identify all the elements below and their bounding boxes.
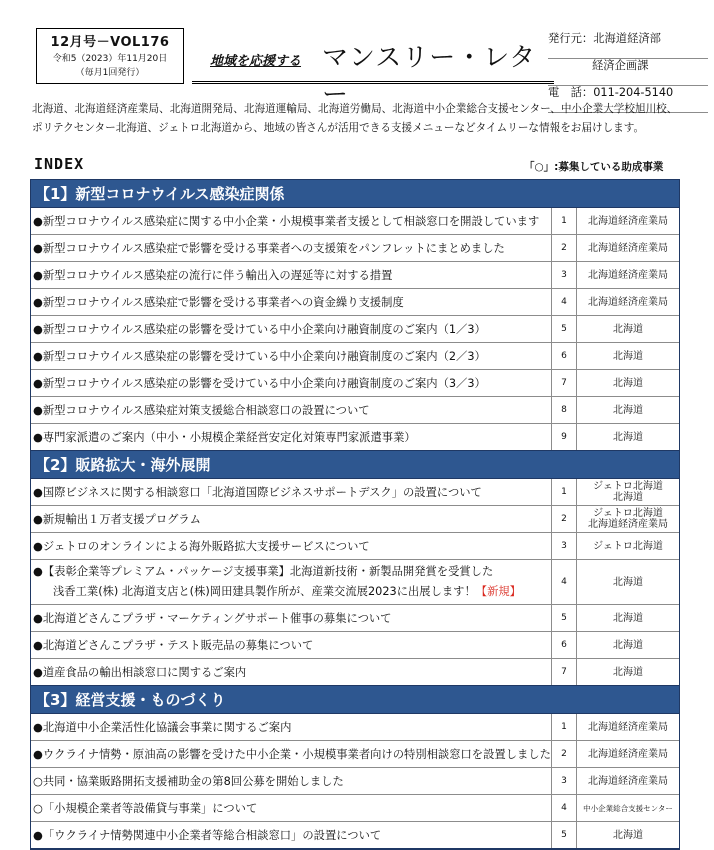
- index-row[interactable]: [31, 605, 679, 632]
- page-number: 5: [552, 316, 577, 342]
- section-heading: 【3】経営支援・ものづくり: [31, 686, 679, 714]
- organization-name: 北海道: [613, 666, 643, 678]
- page-number: 5: [552, 822, 577, 848]
- page-number: 7: [552, 659, 577, 685]
- page-number: 4: [552, 289, 577, 315]
- organization-name: ジェトロ北海道: [593, 481, 663, 492]
- article-title-text: ●新型コロナウイルス感染症対策支援総合相談窓口の設置について: [33, 404, 370, 417]
- organization: [577, 659, 679, 685]
- page-number: 2: [552, 506, 577, 532]
- page-number: 9: [552, 424, 577, 450]
- page-number: 5: [552, 605, 577, 631]
- article-title-text: ●専門家派遣のご案内（中小・小規模企業経営安定化対策専門家派遣事業）: [33, 431, 416, 444]
- article-title: [31, 262, 552, 288]
- article-title: [31, 370, 552, 396]
- page-number: 2: [552, 235, 577, 261]
- article-title: [31, 424, 552, 450]
- index-table: [30, 179, 680, 850]
- page-number: 7: [552, 370, 577, 396]
- page-number: 6: [552, 343, 577, 369]
- index-heading: INDEX: [34, 155, 85, 173]
- organization-name: 北海道経済産業局: [588, 519, 668, 530]
- index-row[interactable]: [31, 397, 679, 424]
- page-number: 4: [552, 795, 577, 821]
- article-title: [31, 343, 552, 369]
- article-title: [31, 397, 552, 423]
- article-title-continuation: 浅香工業(株) 北海道支店と(株)岡田建具製作所が、産業交流展2023に出展します！: [53, 585, 476, 598]
- index-row[interactable]: [31, 533, 679, 560]
- article-title: [31, 768, 552, 794]
- article-title-text: ●「ウクライナ情勢関連中小企業者等総合相談窓口」の設置について: [33, 829, 382, 842]
- organization: [577, 795, 679, 821]
- tagline: 地域を応援する: [210, 54, 302, 69]
- new-badge: 【新規】: [475, 585, 521, 598]
- organization: [577, 822, 679, 848]
- organization: [577, 741, 679, 767]
- article-title-text: ●新型コロナウイルス感染症の流行に伴う輸出入の遅延等に対する措置: [33, 269, 393, 282]
- page-number: 3: [552, 768, 577, 794]
- index-row[interactable]: [31, 343, 679, 370]
- organization: [577, 506, 679, 532]
- article-title-text: ●新型コロナウイルス感染症に関する中小企業・小規模事業者支援として相談窓口を開設しています: [33, 215, 540, 228]
- organization: [577, 560, 679, 604]
- organization: [577, 289, 679, 315]
- organization-name: 北海道経済産業局: [588, 269, 668, 281]
- title-area: [192, 28, 554, 110]
- article-title-line: ●【表彰企業等プレミアム・パッケージ支援事業】北海道新技術・新製品開発賞を受賞した: [33, 565, 494, 578]
- issue-date: 令和5（2023）年11月20日: [52, 54, 168, 64]
- legend-note: 「○」:募集している助成事業: [524, 161, 664, 173]
- article-title: [31, 560, 552, 604]
- page-number: 3: [552, 262, 577, 288]
- article-title: [31, 235, 552, 261]
- organization-name: 北海道: [613, 639, 643, 651]
- article-title-text: ●北海道中小企業活性化協議会事業に関するご案内: [33, 721, 292, 734]
- article-title-text: ●新規輸出１万者支援プログラム: [33, 513, 201, 526]
- organization-name: 北海道: [613, 829, 643, 841]
- article-title-text: ●ジェトロのオンラインによる海外販路拡大支援サービスについて: [33, 540, 370, 553]
- index-row[interactable]: [31, 714, 679, 741]
- organization-name: 北海道: [613, 323, 643, 335]
- organization-name: 北海道経済産業局: [588, 748, 668, 760]
- organization-name: 北海道経済産業局: [588, 242, 668, 254]
- article-title-text: ○共同・協業販路開拓支援補助金の第8回公募を開始しました: [33, 775, 344, 788]
- organization: [577, 768, 679, 794]
- organization-name: 北海道: [613, 431, 643, 443]
- organization: [577, 370, 679, 396]
- issue-box: [36, 28, 184, 84]
- article-title: [31, 741, 552, 767]
- article-title-text: ●新型コロナウイルス感染症の影響を受けている中小企業向け融資制度のご案内（1／3）: [33, 323, 486, 336]
- article-title-text: ●ウクライナ情勢・原油高の影響を受けた中小企業・小規模事業者向けの特別相談窓口を設置しました: [33, 748, 551, 761]
- publisher-line: 発行元：北海道経済部: [548, 32, 708, 59]
- organization: [577, 262, 679, 288]
- publisher-phone: 電 話：011-204-5140: [548, 86, 708, 113]
- organization-name: 北海道経済産業局: [588, 296, 668, 308]
- page-number: 2: [552, 741, 577, 767]
- organization-name: 北海道: [613, 377, 643, 389]
- index-row[interactable]: [31, 822, 679, 849]
- index-row[interactable]: [31, 316, 679, 343]
- organization: [577, 533, 679, 559]
- article-title: [31, 632, 552, 658]
- organization: [577, 235, 679, 261]
- index-row[interactable]: [31, 560, 679, 605]
- article-title: [31, 533, 552, 559]
- article-title-text: ○「小規模企業者等設備貸与事業」について: [33, 802, 258, 815]
- organization: [577, 605, 679, 631]
- page-number: 4: [552, 560, 577, 604]
- organization-name: 北海道: [613, 612, 643, 624]
- organization: [577, 397, 679, 423]
- index-row[interactable]: [31, 506, 679, 533]
- page-number: 8: [552, 397, 577, 423]
- organization: [577, 479, 679, 505]
- article-title: [31, 479, 552, 505]
- section-heading: 【2】販路拡大・海外展開: [31, 451, 679, 479]
- article-title-text: ●新型コロナウイルス感染症の影響を受けている中小企業向け融資制度のご案内（3／3）: [33, 377, 486, 390]
- index-row[interactable]: [31, 632, 679, 659]
- organization-name: ジェトロ北海道: [593, 540, 663, 552]
- page-number: 1: [552, 714, 577, 740]
- organization-name: 北海道: [613, 492, 643, 503]
- article-title-text: ●北海道どさんこプラザ・テスト販売品の募集について: [33, 639, 314, 652]
- organization-name: 中小企業総合支援センター: [583, 803, 673, 813]
- article-title-text: ●新型コロナウイルス感染症の影響を受けている中小企業向け融資制度のご案内（2／3）: [33, 350, 486, 363]
- article-title: [31, 506, 552, 532]
- article-title: [31, 316, 552, 342]
- article-title: [31, 289, 552, 315]
- index-row[interactable]: [31, 262, 679, 289]
- index-row[interactable]: [31, 479, 679, 506]
- publisher-department: 経済企画課: [548, 59, 708, 86]
- section-heading: 【1】新型コロナウイルス感染症関係: [31, 180, 679, 208]
- title-underline: [192, 81, 554, 84]
- article-title-text: ●新型コロナウイルス感染症で影響を受ける事業者への支援策をパンフレットにまとめました: [33, 242, 505, 255]
- organization: [577, 343, 679, 369]
- organization-name: 北海道経済産業局: [588, 721, 668, 733]
- organization: [577, 208, 679, 234]
- index-row[interactable]: [31, 424, 679, 451]
- issue-frequency: （毎月1回発行）: [75, 68, 145, 78]
- organization-name: 北海道経済産業局: [588, 215, 668, 227]
- index-row[interactable]: [31, 741, 679, 768]
- article-title: [31, 659, 552, 685]
- page-number: 3: [552, 533, 577, 559]
- organization-name: 北海道: [613, 404, 643, 416]
- organization: [577, 316, 679, 342]
- article-title-text: ●道産食品の輸出相談窓口に関するご案内: [33, 666, 247, 679]
- article-title-text: ●新型コロナウイルス感染症で影響を受ける事業者への資金繰り支援制度: [33, 296, 404, 309]
- organization-name: 北海道: [613, 576, 643, 588]
- index-row[interactable]: [31, 370, 679, 397]
- page-number: 1: [552, 208, 577, 234]
- index-row[interactable]: [31, 289, 679, 316]
- organization: [577, 632, 679, 658]
- article-title-text: ●国際ビジネスに関する相談窓口「北海道国際ビジネスサポートデスク」の設置について: [33, 486, 482, 499]
- organization-name: 北海道: [613, 350, 643, 362]
- article-title: [31, 714, 552, 740]
- index-row[interactable]: [31, 208, 679, 235]
- organization: [577, 714, 679, 740]
- article-title-line: [33, 582, 521, 602]
- article-title: [31, 822, 552, 848]
- article-title: [31, 795, 552, 821]
- index-row[interactable]: [31, 795, 679, 822]
- index-row[interactable]: [31, 659, 679, 686]
- issue-number: 12月号－VOL176: [50, 35, 170, 50]
- index-row[interactable]: [31, 768, 679, 795]
- index-row[interactable]: [31, 235, 679, 262]
- newsletter-title: マンスリー・レター: [322, 43, 537, 110]
- newsletter-header: [36, 28, 676, 110]
- page-number: 1: [552, 479, 577, 505]
- intro-text: 北海道、北海道経済産業局、北海道開発局、北海道運輸局、北海道労働局、北海道中小企業総合支援センター、中小企業大学校旭川校、ポリテクセンター北海道、ジェトロ北海道から、地域の皆さんが活用できる支援メニューなどタイムリーな情報をお届けします。: [32, 103, 678, 134]
- organization: [577, 424, 679, 450]
- organization-name: ジェトロ北海道: [593, 508, 663, 519]
- article-title: [31, 208, 552, 234]
- article-title: [31, 605, 552, 631]
- organization-name: 北海道経済産業局: [588, 775, 668, 787]
- article-title-text: ●北海道どさんこプラザ・マーケティングサポート催事の募集について: [33, 612, 392, 625]
- page-number: 6: [552, 632, 577, 658]
